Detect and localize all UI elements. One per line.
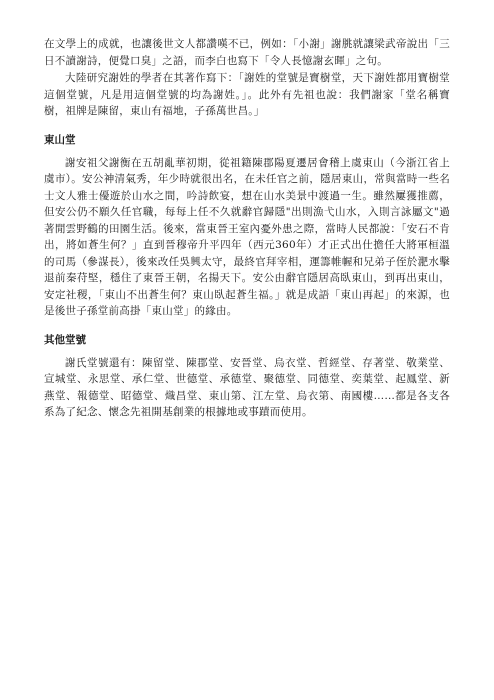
intro-paragraph-2: 大陸研究謝姓的學者在其著作寫下：「謝姓的堂號是寶樹堂，天下謝姓都用寶樹堂這個堂號，凡是用這個堂號的均為謝姓。」。此外有先祖也說：我們謝家「堂名稱寶樹，祖牌是陳留，東山有福地，子孫萬世昌。」: [44, 72, 450, 117]
section-heading-dongshan: 東山堂: [44, 133, 76, 146]
section-body-dongshan: 謝安祖父謝衡在五胡亂華初期，從祖籍陳郡陽夏遷居會稽上虞東山（今浙江省上虞市）。安公神清氣秀，年少時就很出名，在未任官之前，隱居東山，常與當時一些名士文人雅士優遊於山水之間，吟詩飲宴，想在山水美景中渡過一生。雖然屢獲推薦，但安公仍不願久任官職，每每上任不久就辭官歸隱"出則漁弋山水，入則言詠屬文"過著閒雲野鶴的田園生活。後來，當東晉王室內憂外患之際，當時人民都說：「安石不肯出，將如蒼生何？」直到晉穆帝升平四年（西元360年）才正式出仕擔任大將軍桓溫的司馬（參謀長），後來改任吳興太守，最終官拜宰相，運籌帷幄和兄弟子侄於淝水擊退前秦苻堅，穩住了東晉王朝，名揚天下。安公由辭官隱居高臥東山，到再出東山，安定社稷，「東山不出蒼生何？東山臥起蒼生福。」就是成語「東山再起」的來源，也是後世子孫堂前高掛「東山堂」的緣由。: [44, 156, 450, 317]
section-body-other-halls: 謝氏堂號還有：陳留堂、陳郡堂、安晉堂、烏衣堂、哲經堂、存著堂、敬業堂、宣城堂、永思堂、承仁堂、世德堂、承德堂、聚德堂、同德堂、奕葉堂、起鳳堂、新燕堂、報德堂、昭德堂、熾昌堂、東山第、江左堂、烏衣第、南國樓……都是各支各系為了紀念、懷念先祖開基創業的根據地或事蹟而使用。: [44, 356, 450, 418]
intro-paragraph-1: 在文學上的成就，也讓後世文人都讚嘆不已，例如：「小謝」謝朓就讓梁武帝說出「三日不讀謝詩，便覺口臭」之語，而李白也寫下「令人長憶謝玄暉」之句。: [44, 38, 450, 67]
section-heading-other-halls: 其他堂號: [44, 333, 86, 346]
